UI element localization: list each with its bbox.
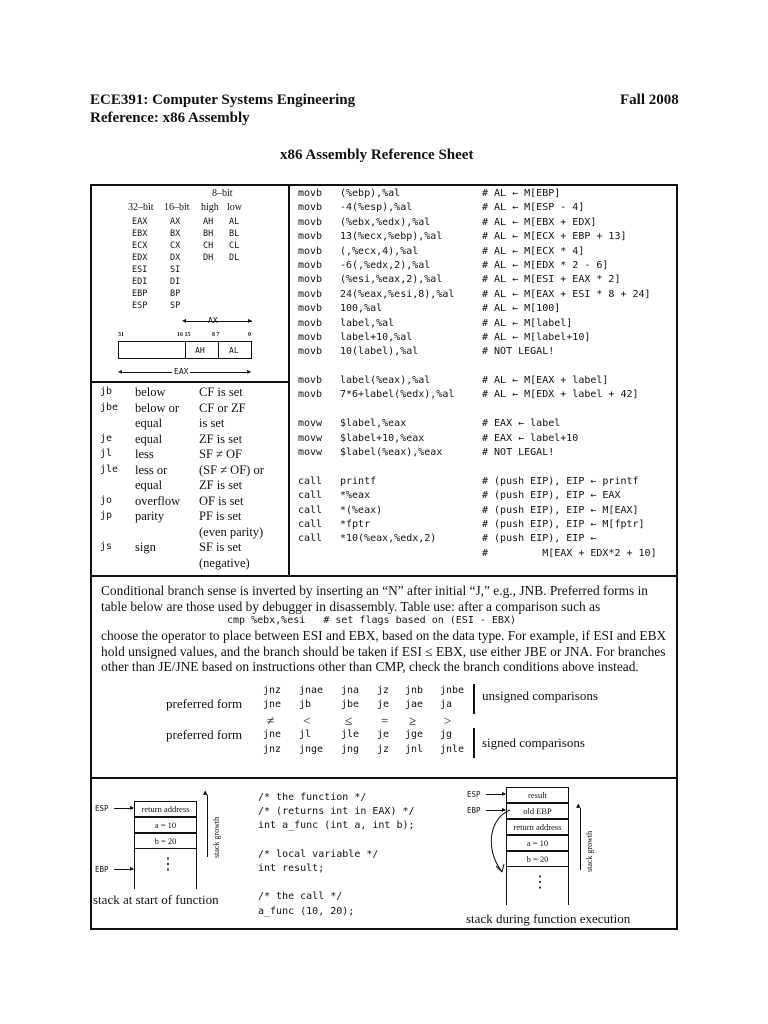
cond-line-1: Conditional branch sense is inverted by inserting an “N” after initial “J,” e.g., JNB. Preferred forms in xyxy=(101,583,649,598)
branch-mnemonic: jnbe xyxy=(440,685,465,696)
branch-mnemonic: jz xyxy=(377,744,390,755)
unsigned-bar xyxy=(473,684,475,714)
asm-comment: # EAX ← label xyxy=(482,418,561,430)
ebp-arrowhead-start: ▸ xyxy=(130,864,135,873)
register-cell: CX xyxy=(170,241,181,251)
register-cell: BL xyxy=(229,229,240,239)
signed-bar xyxy=(473,728,475,758)
asm-operand: label+10,%al xyxy=(340,331,413,343)
asm-op: call xyxy=(298,533,323,545)
register-cell: AH xyxy=(203,217,214,227)
asm-operand: -4(%esp),%al xyxy=(340,202,413,214)
branch-cond: PF is set xyxy=(199,509,242,523)
code-line: a_func (10, 20); xyxy=(258,905,355,917)
branch-desc: less or xyxy=(135,462,168,477)
bit-8-7: 8 7 xyxy=(212,332,220,338)
asm-op: movb xyxy=(298,375,323,387)
register-cell: BH xyxy=(203,229,214,239)
ebp-label-exec: EBP xyxy=(467,806,481,815)
asm-comment: # AL ← M[EAX + label] xyxy=(482,375,609,387)
code-line: int a_func (int a, int b); xyxy=(258,820,415,832)
branch-op: je xyxy=(100,432,113,444)
ax-arrow xyxy=(186,321,252,322)
cond-paragraph xyxy=(101,583,673,675)
ah-cell: AH xyxy=(195,346,205,355)
branch-cond: CF or ZF xyxy=(199,400,246,415)
register-cell: BP xyxy=(170,289,181,299)
asm-op: call xyxy=(298,504,323,516)
reg-col-16bit: 16–bit xyxy=(164,202,190,213)
asm-op: movb xyxy=(298,346,323,358)
branch-cond: CF is set xyxy=(199,385,243,399)
asm-comment: # AL ← M[EAX + ESI * 8 + 24] xyxy=(482,288,651,300)
stack-cell-return-address: return address xyxy=(134,801,197,817)
asm-comment: # (push EIP), EIP ← M[fptr] xyxy=(482,518,645,530)
register-cell: SP xyxy=(170,301,181,311)
branch-mnemonic: jnz xyxy=(263,744,282,755)
stack-exec-right-wall xyxy=(568,867,569,905)
code-line: /* the function */ xyxy=(258,792,367,803)
register-cell: DI xyxy=(170,277,181,287)
ax-arrow-right: ▸ xyxy=(248,316,253,325)
asm-op: movb xyxy=(298,274,323,286)
reg-col-low: low xyxy=(227,202,242,213)
register-cell: EDX xyxy=(132,253,148,263)
asm-operand: label,%al xyxy=(340,317,395,329)
asm-op: movb xyxy=(298,331,323,343)
register-cell: EBP xyxy=(132,289,148,299)
stack-left-wall xyxy=(134,849,135,889)
branch-mnemonic: jg xyxy=(440,729,453,740)
caption-start: stack at start of function xyxy=(93,892,219,907)
growth-arrowhead-exec: ▴ xyxy=(576,801,581,811)
growth-arrow-exec xyxy=(580,808,581,870)
stack-exec-a: a = 10 xyxy=(506,835,569,851)
branch-mnemonic: je xyxy=(377,729,390,740)
asm-operand: (%ebx,%edx),%al xyxy=(340,216,431,228)
cond-line-4: hold unsigned values, and the branch should be taken if ESI ≤ EBX, use either JBE or JNA. For branches xyxy=(101,643,666,659)
code-block xyxy=(258,791,415,919)
asm-comment: # AL ← M[EBP] xyxy=(482,188,561,199)
esp-arrowhead-exec: ▸ xyxy=(502,789,507,798)
esp-label-exec: ESP xyxy=(467,790,481,799)
asm-operand: 7*6+label(%edx),%al xyxy=(340,389,455,401)
growth-arrowhead-start: ▴ xyxy=(203,788,208,798)
asm-operand: $label+10,%eax xyxy=(340,432,425,444)
asm-operand: $label(%eax),%eax xyxy=(340,447,443,459)
branch-desc: equal xyxy=(135,431,163,446)
branch-mnemonic: jle xyxy=(341,729,360,740)
branch-cond: SF is set xyxy=(199,540,242,554)
asm-comment: # AL ← M[ECX + EBP + 13] xyxy=(482,231,627,243)
asm-operand: *(%eax) xyxy=(340,504,383,516)
register-cell: BX xyxy=(170,229,181,239)
asm-operand: 24(%eax,%esi,8),%al xyxy=(340,288,455,300)
branch-cond: (even parity) xyxy=(199,524,264,539)
branch-mnemonic: jl xyxy=(299,729,312,740)
branch-cond: is set xyxy=(199,416,225,430)
comparison-operator: > xyxy=(444,713,452,728)
course-title: ECE391: Computer Systems Engineering xyxy=(90,92,356,108)
code-line: int result; xyxy=(258,862,325,874)
branch-op: js xyxy=(100,541,113,552)
branch-cond: ZF is set xyxy=(199,478,243,492)
branch-op: jp xyxy=(100,510,113,521)
ebp-arrowhead-exec: ▸ xyxy=(502,805,507,814)
bit-0: 0 xyxy=(248,332,251,338)
cond-line-3: choose the operator to place between ESI and EBX, based on the data type. For example, if ESI and EBX xyxy=(101,628,667,643)
cond-code: cmp %ebx,%esi # set flags based on (ESI - EBX) xyxy=(227,615,516,626)
code-line: /* local variable */ xyxy=(258,848,379,860)
eax-arrow-left: ◂ xyxy=(118,367,123,376)
branch-mnemonic: je xyxy=(377,699,390,710)
branch-mnemonic: jnge xyxy=(299,744,324,755)
asm-operand: (,%ecx,4),%al xyxy=(340,245,419,257)
code-line: /* the call */ xyxy=(258,891,343,903)
branch-mnemonic: jb xyxy=(299,699,312,710)
asm-comment: # AL ← M[EBX + EDX] xyxy=(482,216,597,228)
asm-operand: label(%eax),%al xyxy=(340,375,431,387)
asm-op: movb xyxy=(298,259,323,271)
asm-comment: # NOT LEGAL! xyxy=(482,346,555,358)
branch-mnemonic: jna xyxy=(341,685,360,696)
bit-31: 31 xyxy=(118,332,124,338)
branch-op: jbe xyxy=(100,401,119,413)
reg-col-8bit: 8–bit xyxy=(212,188,233,199)
asm-comment: # AL ← M[label] xyxy=(482,317,573,329)
asm-comment: # AL ← M[100] xyxy=(482,303,561,315)
branch-mnemonic: jne xyxy=(263,729,282,740)
asm-operand: -6(,%edx,2),%al xyxy=(340,259,431,271)
asm-comment: # AL ← M[EDX * 2 - 6] xyxy=(482,259,609,271)
code-line xyxy=(258,876,415,890)
reg-col-high: high xyxy=(201,202,219,213)
branch-cond: (SF ≠ OF) or xyxy=(199,462,264,477)
asm-op: call xyxy=(298,475,323,487)
asm-op: movw xyxy=(298,447,323,459)
asm-comment: # (push EIP), EIP ← printf xyxy=(482,475,639,487)
ax-arrow-left: ◂ xyxy=(182,316,187,325)
term-label: Fall 2008 xyxy=(620,92,679,108)
stack-exec-result: result xyxy=(506,787,569,803)
register-cell: ECX xyxy=(132,241,148,251)
asm-comment: # (push EIP), EIP ← EAX xyxy=(482,490,621,502)
register-cell: EAX xyxy=(132,217,148,227)
register-cell: SI xyxy=(170,265,181,275)
branch-mnemonic: jng xyxy=(341,744,360,755)
branch-mnemonic: jnb xyxy=(405,685,424,696)
asm-op: call xyxy=(298,490,323,502)
reg-col-32bit: 32–bit xyxy=(128,202,154,213)
stack-right-wall xyxy=(196,849,197,889)
eax-label: EAX xyxy=(174,367,189,376)
branch-desc: sign xyxy=(135,540,156,554)
register-cell: EDI xyxy=(132,277,148,287)
branch-cond: ZF is set xyxy=(199,431,243,446)
asm-comment: # AL ← M[ESI + EAX * 2] xyxy=(482,274,621,286)
register-cell: CH xyxy=(203,241,214,251)
asm-operand: (%ebp),%al xyxy=(340,188,401,199)
growth-label-exec: stack growth xyxy=(585,830,594,872)
preferred-label-1: preferred form xyxy=(166,696,243,711)
subtitle: Reference: x86 Assembly xyxy=(90,110,250,126)
branch-cond: SF ≠ OF xyxy=(199,447,242,461)
cond-line-5: other than JE/JNE based on instructions other than CMP, check the branch conditions above instead. xyxy=(101,659,639,674)
asm-op: call xyxy=(298,518,323,530)
register-cell: DX xyxy=(170,253,181,263)
eax-split-8 xyxy=(218,341,219,359)
unsigned-label: unsigned comparisons xyxy=(482,688,598,703)
register-cell: ESP xyxy=(132,301,148,311)
register-cell: EBX xyxy=(132,229,148,239)
divider-vertical xyxy=(288,185,290,575)
asm-op: movb xyxy=(298,202,323,214)
asm-comment: # NOT LEGAL! xyxy=(482,447,555,459)
branch-desc: parity xyxy=(135,509,165,523)
asm-operand: (%esi,%eax,2),%al xyxy=(340,274,443,286)
asm-comment: # (push EIP), EIP ← xyxy=(482,533,597,545)
asm-op: movw xyxy=(298,418,323,430)
register-cell: AL xyxy=(229,217,240,227)
esp-label-start: ESP xyxy=(95,804,109,813)
stack-cell-a: a = 10 xyxy=(134,817,197,833)
asm-operand: *%eax xyxy=(340,490,371,502)
branch-cond: OF is set xyxy=(199,493,244,508)
branch-cond: (negative) xyxy=(199,555,250,570)
stack-exec-return-address: return address xyxy=(506,819,569,835)
preferred-label-2: preferred form xyxy=(166,727,243,742)
asm-op: movb xyxy=(298,288,323,300)
branch-mnemonic: jnae xyxy=(299,685,324,696)
branch-mnemonic: jnl xyxy=(405,744,424,755)
eax-arrow-right: ▸ xyxy=(247,367,252,376)
register-cell: ESI xyxy=(132,265,148,275)
asm-operand: $label,%eax xyxy=(340,418,407,430)
register-cell: AX xyxy=(170,217,181,227)
register-cell: DL xyxy=(229,253,240,263)
divider-stack xyxy=(91,777,677,779)
asm-comment: # AL ← M[ECX * 4] xyxy=(482,245,585,257)
asm-comment: # (push EIP), EIP ← M[EAX] xyxy=(482,504,639,516)
asm-op: movb xyxy=(298,245,323,257)
asm-op: movb xyxy=(298,216,323,228)
branch-mnemonic: jnle xyxy=(440,744,465,755)
branch-mnemonic: jnz xyxy=(263,685,282,696)
comparison-operator: ≥ xyxy=(409,713,417,728)
growth-label-start: stack growth xyxy=(212,816,221,858)
asm-op: movb xyxy=(298,231,323,243)
esp-arrowhead-start: ▸ xyxy=(130,803,135,812)
branch-mnemonic: jbe xyxy=(341,699,360,710)
asm-operand: printf xyxy=(340,475,377,487)
al-cell: AL xyxy=(229,346,239,355)
asm-op: movb xyxy=(298,188,323,199)
branch-op: jle xyxy=(100,463,119,475)
comparison-operator: ≠ xyxy=(267,713,275,728)
asm-comment: # AL ← M[EDX + label + 42] xyxy=(482,389,639,401)
asm-comment: # AL ← M[ESP - 4] xyxy=(482,202,585,214)
divider-registers xyxy=(91,381,289,383)
page-title: x86 Assembly Reference Sheet xyxy=(280,147,474,163)
branch-desc: overflow xyxy=(135,493,181,508)
code-line: /* (returns int in EAX) */ xyxy=(258,806,415,818)
branch-desc: below or xyxy=(135,400,180,415)
comparison-operator: ≤ xyxy=(345,713,353,728)
bit-16-15: 16 15 xyxy=(177,332,191,338)
growth-arrow-start xyxy=(207,795,208,857)
stack-exec-old-ebp: old EBP xyxy=(506,803,569,819)
branch-op: jl xyxy=(100,448,113,459)
asm-operand: 10(label),%al xyxy=(340,346,419,358)
comparison-operator: = xyxy=(381,713,389,728)
branch-op: jb xyxy=(100,386,113,397)
cond-line-2: table below are those used by debugger in disassembly. Table use: after a comparison such as xyxy=(101,598,601,614)
register-cell: CL xyxy=(229,241,240,251)
asm-comment: # EAX ← label+10 xyxy=(482,432,579,444)
branch-op: jo xyxy=(100,494,113,506)
stack-dots-start: ⋮ xyxy=(160,854,176,873)
asm-operand: 100,%al xyxy=(340,303,383,315)
branch-mnemonic: jne xyxy=(263,699,282,710)
branch-mnemonic: ja xyxy=(440,699,453,710)
branch-desc: equal xyxy=(135,416,163,430)
branch-mnemonic: jae xyxy=(405,699,424,710)
branch-desc: less xyxy=(135,447,154,461)
caption-exec: stack during function execution xyxy=(466,911,631,926)
asm-operand: 13(%ecx,%ebp),%al xyxy=(340,231,443,243)
stack-exec-b: b = 20 xyxy=(506,851,569,867)
branch-mnemonic: jz xyxy=(377,685,390,696)
ebp-label-start: EBP xyxy=(95,865,109,874)
asm-operand: *fptr xyxy=(340,518,371,530)
branch-mnemonic: jge xyxy=(405,729,424,740)
eax-split-16 xyxy=(185,341,186,359)
asm-op: movw xyxy=(298,432,323,444)
register-cell: DH xyxy=(203,253,214,263)
divider-cond xyxy=(91,575,677,577)
old-ebp-link-arrow xyxy=(480,805,520,878)
branch-desc: below xyxy=(135,385,166,399)
branch-desc: equal xyxy=(135,478,163,492)
stack-cell-b: b = 20 xyxy=(134,833,197,849)
signed-label: signed comparisons xyxy=(482,735,585,750)
asm-op: movb xyxy=(298,389,323,401)
asm-op: movb xyxy=(298,317,323,329)
asm-comment: # M[EAX + EDX*2 + 10] xyxy=(482,547,657,559)
asm-op: movb xyxy=(298,303,323,315)
asm-operand: *10(%eax,%edx,2) xyxy=(340,533,437,545)
stack-dots-exec: ⋮ xyxy=(532,872,548,891)
code-line xyxy=(258,834,415,848)
comparison-operator: < xyxy=(303,713,311,728)
asm-comment: # AL ← M[label+10] xyxy=(482,331,591,343)
